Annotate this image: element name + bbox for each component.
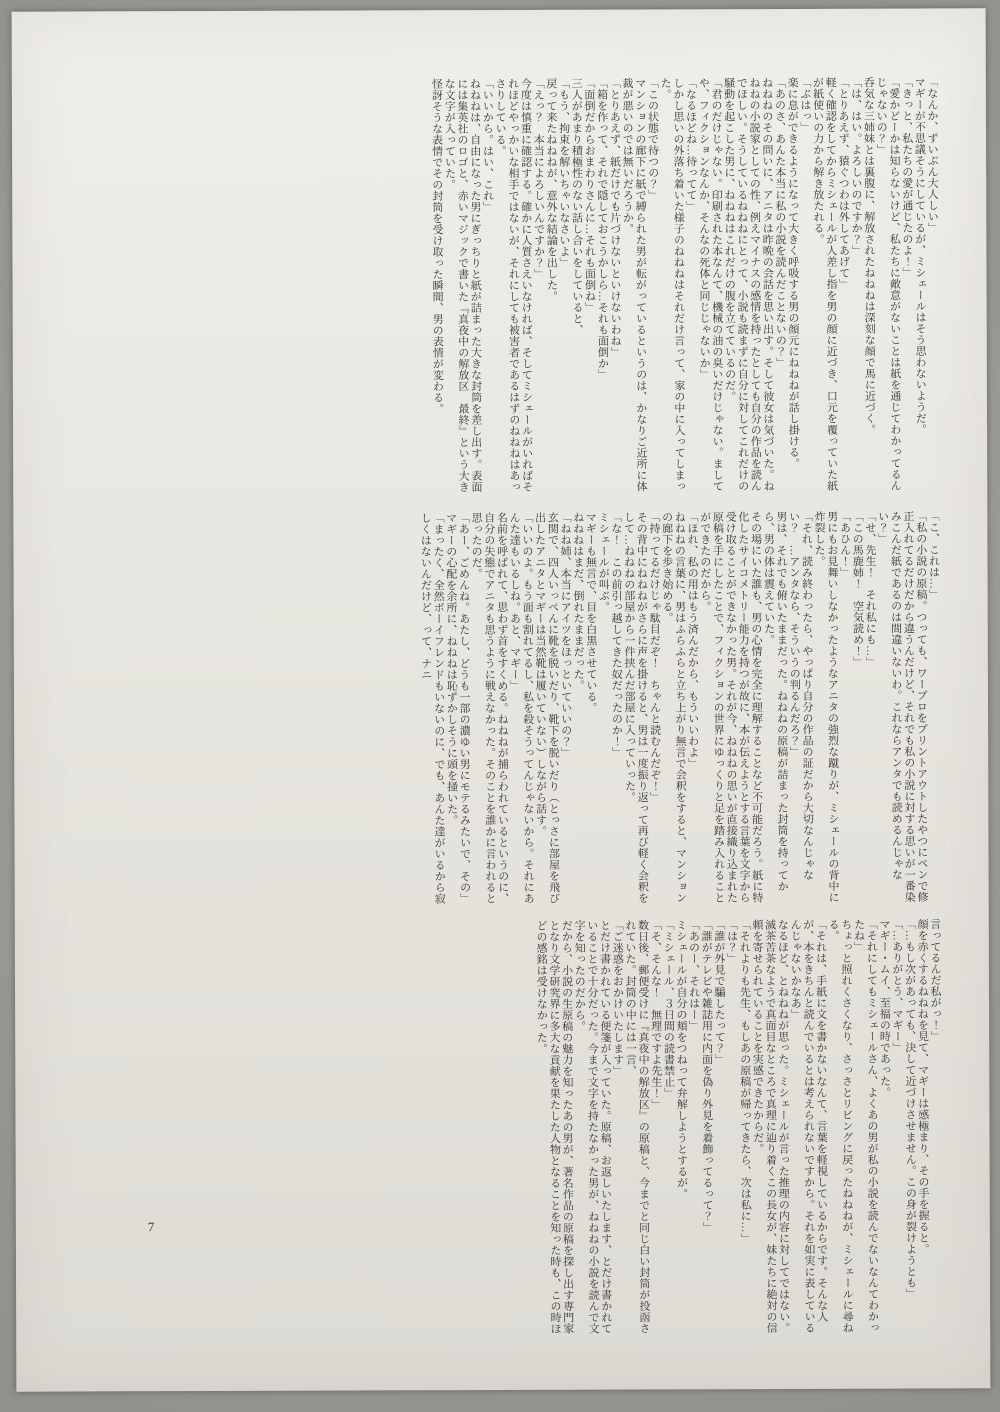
vertical-text-block-bottom: 言ってるんだ私がっ！」 顔を赤くするねねねを見て、マギーは感極まり、その手を握ると。 「…もし次があっても、決して近づけさせません。この身が裂けようとも」 「…ありがとう、マギー」 マギー・ムイ、至福の時であった。 「それにしてもミシェールさん、よくあの男が私の小説を読んでないなんてわかったね」 ちょっと照れくさくなり、さっさとリビングに戻ったねねねが、ミシェールに尋ねる。 「それは、手紙に文を書かないなんて、言葉を軽視しているからです。そんな人が、本をきちんと読んでいるとは考えられないですから。それを如実に表しているんじゃないかなあ」 なるほど、とねねねが思った。ミシェールが言った推理の内容に対してではない。滅茶苦茶なようで真面目なところで真理に辿り着くこの長女が、妹たちに絶対の信頼を寄せられていることを実感できたからだ。 「それよりも先生、もしあの原稿が帰ってきたら、次は私に…」 「は？」 「誰が外見で騙したって？」 「誰がテレビや雑誌用に内面を偽り外見を着飾ってるって？」 「あのー、それはー」 ミシェールが自分の頬をつねって弁解しようとするが。 「ミシェール、３日間の読書禁止」 「そ、そんな！ 無理ですよ先生！」 数日後、郵便受けに『真夜中の解放区』の原稿と、今までと同じ白い封筒が投函されていた。封筒の中には一言、 「ご迷惑をおかけいたします」 とだけ書かれている便箋が入っていた。原稿、お返しいたします、とだけ書かれていることで十分だった。今まで文字を持たなかった男が、ねねねの小説を読んで文字を知ったのだから。 だから、小説の生原稿の魅力を知ったあの男が、著名作品の原稿を探し出す専門家となり文学研究界に多大な貢献を果たした人物となることを知った時も、この時ほどの感銘は受けなかった。: [534, 918, 942, 1335]
page-number: 7: [147, 1219, 155, 1235]
vertical-text-block-top: 「なんか、ずいぶん大人しい」 マギーが不思議そうにしているが、ミシェールはそう思わないようだ。 「きっと、私たちの愛が通じたのよ！」 「愛かどーかは知らないけど、私たちに敵意がないことは紙を通じてわかってるんじゃないの？」 呑気な三姉妹とは裏腹に、解放されたねねねは深刻な顔で馬に近づく。 「は、はい。よろしいのですか？」 「とりあえず、猿ぐつわは外してあげて」 軽く確認をしてからミシェールが人差し指を男の顔に近づき、口元を覆っていた紙が紙使いの力から解き放たれる。 「ぷはっ」 楽に息ができるようになって大きく呼吸する男の顔元にねねねが話し掛ける。 「あのさ、あんた本当に私の小説を読んだことないの？」 ねねねのその問いに、アニタは昨晩の会話を思い出す。そして彼女は気づいた。ねねねの小説家としての性、例えマイナスの感情を持ったとしても自分の作品を読んでほしい。そうしているねねねにとって、小説も読まずに自分に対してこれだけの騒動を起こした男に、ねねねはこれだけの腹を立てているのだ。 「君のだけじゃない。印刷された本なんて、機械の油の臭いだけじゃない。ましてや、フィクションなんか、そんなの死体と同じじゃないか」 「なるほどね…待ってて」 しかし思いの外落ち着いた様子のねねねはそれだけ言って、家の中に入ってしまった。 「この状態で待つの？」 マンションの廊下に紙で縛られた男が転がっているというのは、かなりご近所に体裁が悪いのでは無いだろうか。 「とりあえず、紙だけでも片づけないといけないわね」 「箱を作って、それで隠しておこうかしら…それも面倒か」 「面倒だからおまわりさんに…それも面倒ね」 三人があまり積極性のない話し合いをしていると、 「もう、拘束を解いちゃいなさいよ」 戻って来たねねねが、意外な結論を出した。 「えっ？ 本当によろしいんですか？」 今度は慎重に確認する。確かに人質さえいなければ、そしてミシェールがいればそれほどやっかいな相手ではないが、それにしても被害者であるはずのねねねはあっさりしている。 「いいから。はい、これ」 ねねねは、自由になった男にぎっちりと紙が詰まった大きな封筒を差し出す。表面には集英社のロゴと、赤いマジックで書いた『真夜中の解放区 最終』という大きな文字が入っていた。 怪訝そうな表情でその封筒を受け取った瞬間、男の表情が変わる。: [430, 76, 939, 493]
doujinshi-page: [12, 8, 991, 1391]
vertical-text-block-middle: 「こ、これは…」 「私の小説の原稿。つっても、ワープロをプリントアウトしたやつにペンで修正入れてるだけだから違うんだけど、それでも私の小説に対する思いが一番染みこんだ紙であるのは間違いないわ。これならアンタでも読めるんじゃない？」 「せ、先生！ それ私にも…」 「この馬鹿姉！ 空気読め！」 「あひん！」 男にもお見舞いしなかったようなアニタの強烈な蹴りが、ミシェールの背中に炸裂した。 「それ、読み終わったら、やっぱり自分の作品の証だから大切なんじゃない？ …アンタなら、そういうの判るんだろ？」 男は、それでも俯いたままだった。ねねねの原稿が詰まった封筒を持ってから、男の体は震えていた。 その場にいた誰も、男の心情を完全に理解することなど不可能だろう。紙に特化したサイコメトリー能力を持つが故に、本が伝えようとする言葉を文字から受け取ることができなかった男。それが今、ねねねの思いが直接織り込まれた原稿を手にしたことで、フィクションの世界にゆっくりと足を踏み入れることができたのだから。 「ほれ、私の用はもう済んだから、もういいわよ」 ねねねの言葉に、男はふらふらと立ち上がり無言で会釈をすると、マンションの廊下を歩き始める。 「持ってるだけじゃ駄目だぞ！ ちゃんと読むんだぞ！」 その背中にねねねがさらに声を掛けると、男は一度振り返って再び軽く会釈をして…ねねねの部屋から一件挟んだ部屋に入っていった。 「な！ この前引っ越してきた奴だったのか！」 ミシェールが叫ぶ。 マギーも無言で、目を白黒させている。 ねねねはまだ、倒れたままだった。 「ねね姉、本当にアイツをほっといていいの？」 玄関で、四人いっぺんに靴を脱いだり、靴下を脱いだり（とっさに部屋を飛び出したアニタとマギーは当然靴は履いていない）しながら話す。 「いいのよ。もう面も割れてるし、私を殺そうってんじゃないから。それにあんた達もいるしね。あと、マギー」 名前を呼ばれて、思わず首をすくめる。ねねねが捕らわれているというのに、自分の失態でアニタも思うように戦えなかった。そのことを誰かに言われると思ったのだ。 「あー、ごめんね。あたし、どうも一部の濃ゆい男にモテるみたいで、その」 マギーの心配を余所に、ねねねは恥ずかしそうに頭を掻いた。 「まったく、全然ボーイフレンドもいないのに、でも、あんた達がいるから寂しくはないんだけど、って、ナニ: [419, 510, 940, 905]
